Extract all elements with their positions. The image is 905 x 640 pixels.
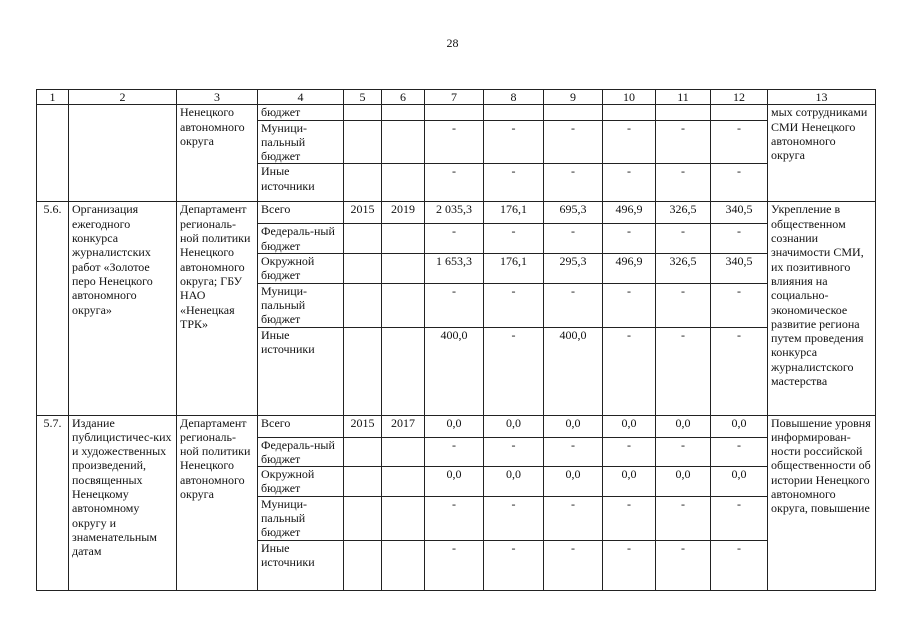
end-year: [382, 327, 425, 415]
value-cell: -: [711, 540, 768, 590]
value-cell: -: [656, 164, 711, 202]
value-cell: -: [484, 540, 544, 590]
end-year: [382, 224, 425, 254]
value-cell: 0,0: [603, 415, 656, 437]
value-cell: -: [711, 437, 768, 467]
value-cell: 0,0: [656, 415, 711, 437]
continuation-row: [37, 105, 876, 120]
value-cell: 0,0: [425, 415, 484, 437]
column-header-9: 9: [544, 90, 603, 105]
value-cell: 0,0: [711, 415, 768, 437]
funding-source: Иные источники: [258, 327, 344, 415]
end-year: [382, 283, 425, 327]
value-cell: -: [603, 224, 656, 254]
value-cell: -: [711, 224, 768, 254]
value-cell: 0,0: [544, 467, 603, 497]
value-cell: [484, 105, 544, 120]
value-cell: -: [656, 327, 711, 415]
item-name: Издание публицистичес-ких и художественных произведений, посвященных Ненецкому автономному округу и знаменательным датам: [69, 415, 177, 590]
value-cell: -: [603, 327, 656, 415]
value-cell: -: [544, 120, 603, 164]
value-cell: 0,0: [544, 415, 603, 437]
value-cell: [425, 105, 484, 120]
expected-outcome: мых сотрудниками СМИ Ненецкого автономного округа: [768, 105, 876, 202]
item-row: [37, 202, 876, 224]
value-cell: 0,0: [484, 415, 544, 437]
start-year: 2015: [344, 202, 382, 224]
end-year-cell: [382, 120, 425, 164]
start-year: 2015: [344, 415, 382, 437]
end-year-cell: [382, 105, 425, 120]
value-cell: -: [484, 437, 544, 467]
value-cell: -: [425, 437, 484, 467]
header-row: [37, 90, 876, 105]
value-cell: 326,5: [656, 202, 711, 224]
value-cell: -: [603, 540, 656, 590]
value-cell: -: [484, 164, 544, 202]
column-header-5: 5: [344, 90, 382, 105]
funding-source: Окружной бюджет: [258, 254, 344, 284]
value-cell: -: [603, 120, 656, 164]
value-cell: -: [484, 496, 544, 540]
item-number-cell: [37, 105, 69, 202]
end-year: 2017: [382, 415, 425, 437]
value-cell: -: [484, 327, 544, 415]
start-year: [344, 496, 382, 540]
value-cell: -: [544, 164, 603, 202]
start-year-cell: [344, 164, 382, 202]
start-year-cell: [344, 105, 382, 120]
expected-outcome: Повышение уровня информирован-ности российской общественности об истории Ненецкого автономного округа, повышение: [768, 415, 876, 590]
value-cell: -: [425, 164, 484, 202]
value-cell: -: [711, 283, 768, 327]
end-year: [382, 540, 425, 590]
item-name: Организация ежегодного конкурса журналистских работ «Золотое перо Ненецкого автономного округа»: [69, 202, 177, 415]
column-header-11: 11: [656, 90, 711, 105]
value-cell: -: [603, 496, 656, 540]
value-cell: [656, 105, 711, 120]
item-row: [37, 415, 876, 437]
page-number: 28: [446, 36, 459, 50]
value-cell: [711, 105, 768, 120]
value-cell: 400,0: [544, 327, 603, 415]
column-header-1: 1: [37, 90, 69, 105]
value-cell: -: [425, 224, 484, 254]
funding-source: Иные источники: [258, 540, 344, 590]
funding-source: Муници-пальный бюджет: [258, 283, 344, 327]
funding-source: Всего: [258, 202, 344, 224]
value-cell: -: [544, 496, 603, 540]
funding-source: Федераль-ный бюджет: [258, 437, 344, 467]
funding-source: Федераль-ный бюджет: [258, 224, 344, 254]
column-header-8: 8: [484, 90, 544, 105]
value-cell: -: [656, 496, 711, 540]
value-cell: 0,0: [656, 467, 711, 497]
value-cell: -: [544, 437, 603, 467]
value-cell: 0,0: [425, 467, 484, 497]
start-year: [344, 437, 382, 467]
value-cell: -: [656, 120, 711, 164]
value-cell: 695,3: [544, 202, 603, 224]
column-header-4: 4: [258, 90, 344, 105]
start-year: [344, 283, 382, 327]
value-cell: -: [711, 120, 768, 164]
funding-source: Окружной бюджет: [258, 467, 344, 497]
end-year: 2019: [382, 202, 425, 224]
value-cell: 176,1: [484, 202, 544, 224]
value-cell: 340,5: [711, 202, 768, 224]
value-cell: 400,0: [425, 327, 484, 415]
start-year-cell: [344, 120, 382, 164]
value-cell: -: [425, 496, 484, 540]
item-number: 5.6.: [37, 202, 69, 415]
value-cell: 295,3: [544, 254, 603, 284]
value-cell: -: [544, 540, 603, 590]
column-header-7: 7: [425, 90, 484, 105]
start-year: [344, 540, 382, 590]
value-cell: -: [656, 437, 711, 467]
funding-source: бюджет: [258, 105, 344, 120]
value-cell: -: [544, 283, 603, 327]
value-cell: 0,0: [603, 467, 656, 497]
column-header-10: 10: [603, 90, 656, 105]
column-header-6: 6: [382, 90, 425, 105]
start-year: [344, 467, 382, 497]
item-number: 5.7.: [37, 415, 69, 590]
program-table: [36, 89, 876, 591]
agency-cell: Ненецкого автономного округа: [177, 105, 258, 202]
expected-outcome: Укрепление в общественном сознании значимости СМИ, их позитивного влияния на социально-экономическое развитие региона путем проведения конкурса журналистского мастерства: [768, 202, 876, 415]
value-cell: -: [425, 540, 484, 590]
value-cell: -: [603, 437, 656, 467]
value-cell: -: [656, 224, 711, 254]
value-cell: 326,5: [656, 254, 711, 284]
value-cell: [603, 105, 656, 120]
end-year: [382, 467, 425, 497]
value-cell: -: [484, 120, 544, 164]
value-cell: -: [711, 496, 768, 540]
responsible-agency: Департамент региональ-ной политики Ненецкого автономного округа; ГБУ НАО «Ненецкая ТРК»: [177, 202, 258, 415]
end-year: [382, 437, 425, 467]
value-cell: -: [544, 224, 603, 254]
start-year: [344, 327, 382, 415]
value-cell: -: [656, 283, 711, 327]
value-cell: 496,9: [603, 202, 656, 224]
funding-source: Иные источники: [258, 164, 344, 202]
end-year-cell: [382, 164, 425, 202]
value-cell: -: [656, 540, 711, 590]
value-cell: 0,0: [484, 467, 544, 497]
end-year: [382, 254, 425, 284]
column-header-13: 13: [768, 90, 876, 105]
value-cell: -: [603, 164, 656, 202]
item-name-cell: [69, 105, 177, 202]
value-cell: 1 653,3: [425, 254, 484, 284]
start-year: [344, 254, 382, 284]
value-cell: -: [425, 283, 484, 327]
column-header-2: 2: [69, 90, 177, 105]
funding-source: Муници-пальный бюджет: [258, 120, 344, 164]
value-cell: 340,5: [711, 254, 768, 284]
value-cell: 496,9: [603, 254, 656, 284]
value-cell: -: [425, 120, 484, 164]
end-year: [382, 496, 425, 540]
value-cell: 2 035,3: [425, 202, 484, 224]
value-cell: -: [711, 327, 768, 415]
funding-source: Муници-пальный бюджет: [258, 496, 344, 540]
column-header-12: 12: [711, 90, 768, 105]
value-cell: -: [484, 224, 544, 254]
value-cell: 0,0: [711, 467, 768, 497]
funding-source: Всего: [258, 415, 344, 437]
responsible-agency: Департамент региональ-ной политики Ненецкого автономного округа: [177, 415, 258, 590]
start-year: [344, 224, 382, 254]
value-cell: -: [603, 283, 656, 327]
value-cell: [544, 105, 603, 120]
value-cell: -: [711, 164, 768, 202]
value-cell: 176,1: [484, 254, 544, 284]
column-header-3: 3: [177, 90, 258, 105]
value-cell: -: [484, 283, 544, 327]
